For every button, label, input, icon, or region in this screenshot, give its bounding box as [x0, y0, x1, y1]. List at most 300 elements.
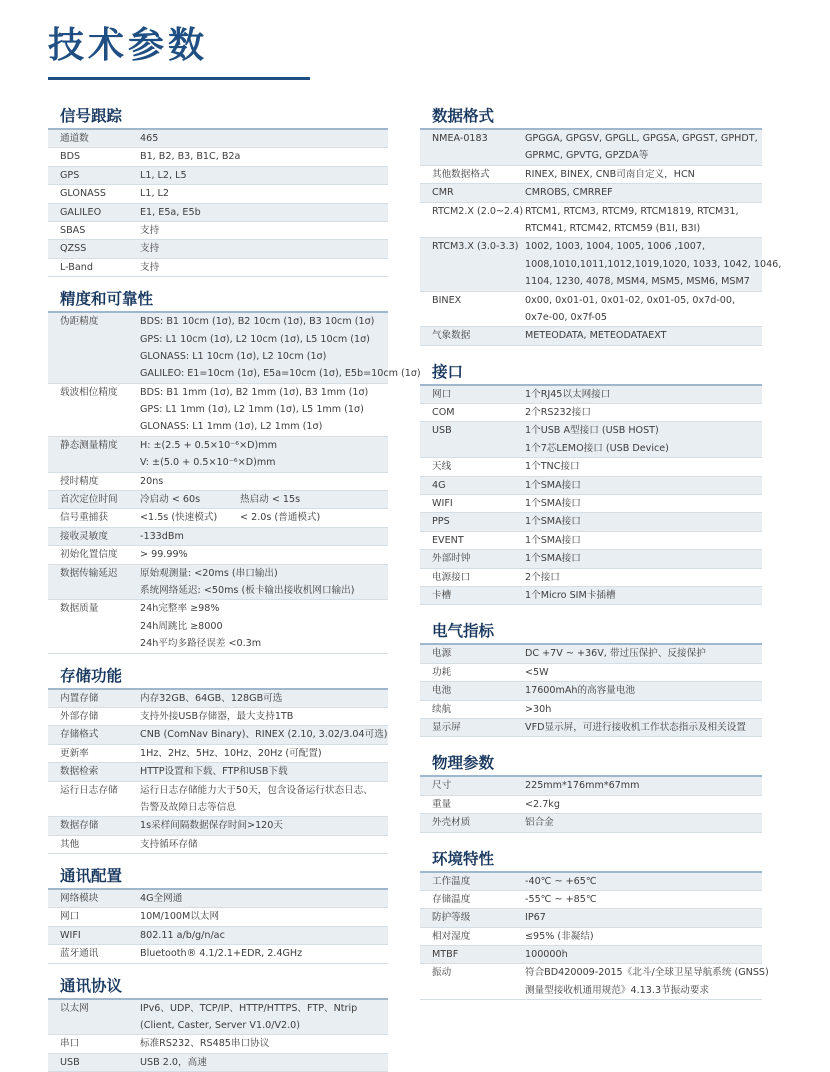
section-spacer [420, 605, 762, 615]
spec-value [140, 130, 388, 147]
spec-value [140, 437, 388, 472]
spec-row [48, 1054, 388, 1072]
spec-section [420, 356, 762, 606]
spec-label: 蓝牙通讯 [60, 948, 99, 960]
spec-value [525, 477, 762, 494]
spec-label: RTCM2.X (2.0~2.4) [432, 205, 524, 217]
spec-label: USB [60, 1056, 80, 1068]
spec-value-line: 225mm*176mm*67mm [525, 780, 640, 792]
spec-row [420, 327, 762, 345]
spec-row [48, 313, 421, 384]
spec-label: 功耗 [432, 666, 452, 678]
spec-row [420, 404, 762, 422]
spec-section [420, 747, 762, 832]
spec-value-line: HTTP设置和下载、FTP和USB下载 [140, 766, 288, 778]
spec-value-line: 1个SMA接口 [525, 498, 581, 510]
spec-value-line: 1个SMA接口 [525, 553, 581, 565]
spec-row [48, 509, 388, 527]
spec-value-line: 1Hz、2Hz、5Hz、10Hz、20Hz (可配置) [140, 747, 322, 759]
spec-value-line: 1002, 1003, 1004, 1005, 1006 ,1007, [525, 241, 706, 253]
spec-value-line: L1, L2 [140, 188, 169, 200]
spec-value-line: 10M/100M以太网 [140, 911, 220, 923]
spec-value [525, 777, 762, 794]
spec-row [420, 495, 762, 513]
spec-value-line: GPRMC, GPVTG, GPZDA等 [525, 150, 649, 162]
section-title: 接口 [420, 356, 762, 386]
spec-section [420, 843, 769, 1001]
section-title: 精度和可靠性 [48, 283, 388, 313]
spec-row [48, 600, 388, 653]
spec-value [140, 313, 421, 383]
spec-value [140, 908, 388, 925]
spec-label: BDS [60, 151, 81, 163]
page-title: 技术参数 [48, 25, 209, 66]
spec-value-line: USB 2.0，高速 [140, 1056, 207, 1068]
spec-row [420, 909, 762, 927]
spec-row [420, 587, 762, 605]
spec-value [140, 836, 388, 853]
spec-value [140, 782, 388, 817]
spec-label: SBAS [60, 224, 86, 236]
spec-value-part: < 2.0s (普通模式) [240, 512, 321, 524]
spec-value [525, 292, 762, 327]
spec-label: 串口 [60, 1038, 80, 1050]
spec-value [140, 890, 388, 907]
spec-value [140, 1000, 388, 1035]
spec-label: NMEA-0183 [432, 133, 488, 144]
spec-value [140, 708, 388, 725]
spec-value [140, 473, 388, 490]
spec-row [48, 546, 388, 564]
spec-value-line: V: ±(5.0 + 0.5×10⁻⁶×D)mm [140, 457, 276, 469]
spec-value-line: 4G全网通 [140, 893, 183, 905]
spec-value-line: RTCM1, RTCM3, RTCM9, RTCM1819, RTCM31, [525, 205, 739, 217]
spec-row [420, 664, 762, 682]
spec-value-part: <1.5s (快速模式) [140, 512, 218, 524]
spec-value-line: 24h完整率 ≥98% [140, 603, 220, 615]
spec-value [525, 166, 762, 183]
spec-row [420, 796, 762, 814]
spec-value [525, 495, 762, 512]
spec-value-line [140, 509, 388, 526]
spec-row [48, 259, 388, 277]
spec-value [140, 491, 388, 508]
spec-label: 数据传输延迟 [60, 567, 118, 579]
spec-value [525, 701, 762, 718]
spec-label: 尺寸 [432, 780, 452, 792]
spec-row [420, 458, 762, 476]
spec-section [48, 100, 388, 277]
spec-value [140, 528, 388, 545]
spec-label: GLONASS [60, 188, 106, 200]
spec-value [525, 569, 762, 586]
spec-row [420, 203, 762, 239]
spec-row [420, 569, 762, 587]
spec-value-part: 冷启动 < 60s [140, 494, 201, 506]
spec-row [420, 166, 762, 184]
spec-label: BINEX [432, 294, 462, 306]
spec-label: 续航 [432, 703, 452, 715]
spec-row [420, 550, 762, 568]
spec-value-line: 1008,1010,1011,1012,1019,1020, 1033, 1042, 1046, [525, 258, 782, 270]
spec-row [420, 645, 762, 663]
spec-value-line: 运行日志存储能力大于50天，包含设备运行状态日志、 [140, 784, 373, 796]
spec-row [48, 222, 388, 240]
spec-label: WIFI [432, 498, 453, 510]
spec-row [48, 528, 388, 546]
spec-row [48, 817, 388, 835]
spec-value-line: 2个接口 [525, 571, 560, 583]
spec-value-line: -133dBm [140, 530, 184, 542]
spec-section [420, 100, 782, 346]
spec-row [48, 763, 388, 781]
spec-label: 相对湿度 [432, 930, 471, 942]
spec-value [140, 690, 388, 707]
spec-label: 数据检索 [60, 766, 99, 778]
spec-value-line: 标准RS232、RS485串口协议 [140, 1038, 270, 1050]
spec-value [140, 167, 388, 184]
spec-label: 接收灵敏度 [60, 530, 108, 542]
spec-value-line: <5W [525, 666, 549, 678]
spec-value [525, 719, 762, 736]
spec-value [525, 386, 762, 403]
spec-row [48, 836, 388, 854]
spec-value-line: GLONASS: L1 1mm (1σ), L2 1mm (1σ) [140, 421, 323, 433]
section-spacer [420, 346, 762, 356]
spec-row [48, 437, 388, 473]
spec-label: 授时精度 [60, 475, 99, 487]
spec-value-line: DC +7V ~ +36V, 带过压保护、反接保护 [525, 648, 706, 660]
spec-row [420, 891, 762, 909]
spec-label: 4G [432, 479, 446, 491]
spec-label: 载波相位精度 [60, 386, 118, 398]
spec-label: 外部时钟 [432, 553, 471, 565]
spec-value [525, 873, 762, 890]
spec-row [48, 240, 388, 258]
spec-value [140, 817, 388, 834]
spec-label: 其他 [60, 838, 80, 850]
spec-value [525, 184, 762, 201]
spec-value-line: IP67 [525, 912, 546, 924]
spec-row [420, 130, 762, 166]
spec-label: 天线 [432, 461, 452, 473]
spec-value [140, 384, 388, 436]
spec-row [48, 185, 388, 203]
spec-label: MTBF [432, 949, 459, 961]
section-spacer [420, 737, 762, 747]
spec-label: 防护等级 [432, 912, 471, 924]
spec-row [48, 148, 388, 166]
spec-row [420, 946, 762, 964]
spec-value [525, 238, 781, 290]
spec-label: 气象数据 [432, 330, 471, 342]
spec-value [525, 946, 762, 963]
spec-row [48, 890, 388, 908]
spec-row [420, 814, 762, 832]
spec-row [48, 565, 388, 601]
section-title: 物理参数 [420, 747, 762, 777]
spec-row [420, 532, 762, 550]
spec-row [48, 384, 388, 437]
spec-value-line: 1个SMA接口 [525, 516, 581, 528]
spec-value-line: 铝合金 [525, 817, 554, 829]
spec-row [420, 292, 762, 328]
spec-row [48, 708, 388, 726]
spec-label: 网口 [60, 911, 80, 923]
spec-row [48, 1035, 388, 1053]
spec-value-line: BDS: B1 10cm (1σ), B2 10cm (1σ), B3 10cm (1σ) [140, 316, 375, 328]
spec-section [48, 860, 388, 964]
spec-value-line: CNB (ComNav Binary)、RINEX (2.10, 3.02/3.04可选) [140, 729, 388, 741]
spec-value-line: -40℃ ~ +65℃ [525, 875, 597, 887]
spec-label: 外壳材质 [432, 817, 471, 829]
spec-row [420, 513, 762, 531]
spec-value-line: 1个USB A型接口 (USB HOST) [525, 425, 659, 437]
spec-row [420, 184, 762, 202]
spec-value-line: IPv6、UDP、TCP/IP、HTTP/HTTPS、FTP、Ntrip [140, 1002, 358, 1014]
spec-section [48, 660, 388, 855]
spec-value-line: (Client, Caster, Server V1.0/V2.0) [140, 1020, 301, 1032]
spec-value [525, 130, 762, 165]
spec-label: 电源接口 [432, 571, 471, 583]
spec-row [420, 777, 762, 795]
spec-value-line: 1个TNC接口 [525, 461, 580, 473]
spec-label: RTCM3.X (3.0-3.3) [432, 241, 519, 253]
spec-value [525, 422, 762, 457]
spec-value [525, 587, 762, 604]
spec-row [420, 477, 762, 495]
spec-value-line: <2.7kg [525, 798, 560, 810]
spec-value-line: 支持 [140, 261, 160, 273]
spec-value [525, 814, 762, 831]
spec-value [525, 513, 762, 530]
spec-value-line: H: ±(2.5 + 0.5×10⁻⁶×D)mm [140, 439, 277, 451]
spec-value-line: METEODATA, METEODATAEXT [525, 330, 667, 342]
spec-value [525, 458, 762, 475]
section-title: 数据格式 [420, 100, 762, 130]
spec-value-line [140, 491, 388, 508]
spec-row [48, 945, 388, 963]
spec-label: 振动 [432, 967, 452, 979]
spec-row [48, 473, 388, 491]
spec-row [420, 422, 762, 458]
spec-label: 网口 [432, 388, 452, 400]
spec-label: 数据质量 [60, 603, 99, 615]
spec-label: 静态测量精度 [60, 439, 118, 451]
spec-section [48, 970, 388, 1072]
spec-value-line: 1s采样间隔数据保存时间>120天 [140, 820, 283, 832]
spec-value-line: 1个RJ45以太网接口 [525, 388, 611, 400]
spec-row [420, 928, 762, 946]
spec-value-line: 465 [140, 133, 159, 144]
spec-value [525, 664, 762, 681]
spec-label: 内置存储 [60, 692, 99, 704]
spec-label: 通道数 [60, 133, 89, 144]
spec-value [140, 222, 388, 239]
spec-row [48, 491, 388, 509]
spec-value-line: GPS: L1 1mm (1σ), L2 1mm (1σ), L5 1mm (1σ) [140, 404, 364, 416]
spec-value [525, 550, 762, 567]
spec-value-line: GPGGA, GPGSV, GPGLL, GPGSA, GPGST, GPHDT, [525, 133, 758, 144]
spec-label: QZSS [60, 243, 87, 255]
spec-value-line: 0x7e-00, 0x7f-05 [525, 311, 607, 323]
spec-label: GALILEO [60, 206, 102, 218]
spec-value-line: 支持 [140, 224, 160, 236]
spec-label: 首次定位时间 [60, 494, 118, 506]
spec-value [525, 964, 769, 999]
spec-label: 显示屏 [432, 721, 461, 733]
spec-value-line: ≤95% (非凝结) [525, 930, 594, 942]
spec-label: 卡槽 [432, 589, 452, 601]
spec-label: COM [432, 407, 455, 419]
spec-value [525, 327, 762, 344]
spec-label: 更新率 [60, 747, 89, 759]
spec-value [525, 796, 762, 813]
spec-value [140, 240, 388, 257]
spec-value-line: 系统网络延迟: <50ms (板卡输出接收机网口输出) [140, 584, 355, 596]
spec-value [140, 148, 388, 165]
spec-label: 以太网 [60, 1002, 89, 1014]
left-column [48, 100, 421, 1072]
spec-label: 重量 [432, 798, 452, 810]
spec-section [420, 615, 762, 737]
spec-row [420, 682, 762, 700]
spec-value [525, 909, 762, 926]
spec-label: 存储格式 [60, 729, 99, 741]
spec-value-line: 告警及故障日志等信息 [140, 801, 236, 813]
spec-value [140, 509, 388, 526]
section-title: 信号跟踪 [48, 100, 388, 130]
spec-row [48, 167, 388, 185]
spec-label: CMR [432, 187, 454, 199]
spec-value [140, 204, 388, 221]
spec-value-line: 2个RS232接口 [525, 407, 591, 419]
spec-value [140, 600, 388, 652]
spec-label: 电池 [432, 685, 452, 697]
spec-row [420, 386, 762, 404]
spec-label: L-Band [60, 261, 93, 273]
spec-value-line: GALILEO: E1=10cm (1σ), E5a=10cm (1σ), E5b=10cm (1σ) [140, 368, 421, 380]
spec-value [525, 891, 762, 908]
spec-value-line: >30h [525, 703, 552, 715]
spec-value-line: BDS: B1 1mm (1σ), B2 1mm (1σ), B3 1mm (1σ) [140, 386, 369, 398]
spec-value-line: RTCM41, RTCM42, RTCM59 (B1I, B3I) [525, 222, 701, 234]
spec-value [525, 928, 762, 945]
spec-label: EVENT [432, 534, 464, 546]
spec-row [48, 204, 388, 222]
spec-value-line: 1个SMA接口 [525, 534, 581, 546]
spec-label: 数据存储 [60, 820, 99, 832]
spec-value [525, 645, 762, 662]
spec-label: 其他数据格式 [432, 168, 490, 180]
spec-label: 初始化置信度 [60, 549, 118, 561]
spec-label: 外部存储 [60, 710, 99, 722]
spec-value [140, 945, 388, 962]
spec-value-line: 测量型接收机通用规范》4.13.3节振动要求 [525, 984, 710, 996]
spec-row [48, 745, 388, 763]
spec-value-line: 17600mAh的高容量电池 [525, 685, 636, 697]
spec-label: USB [432, 425, 452, 437]
spec-value [525, 203, 762, 238]
spec-value-line: 支持 [140, 243, 160, 255]
spec-value [525, 532, 762, 549]
spec-value-line: B1, B2, B3, B1C, B2a [140, 151, 241, 163]
spec-label: 电源 [432, 648, 452, 660]
spec-value [140, 1054, 388, 1071]
spec-row [48, 908, 388, 926]
spec-value-line: GLONASS: L1 10cm (1σ), L2 10cm (1σ) [140, 350, 327, 362]
spec-section [48, 283, 421, 653]
spec-label: PPS [432, 516, 450, 528]
section-title: 环境特性 [420, 843, 762, 873]
spec-value-line: -55℃ ~ +85℃ [525, 893, 597, 905]
spec-label: GPS [60, 169, 80, 181]
spec-value [525, 404, 762, 421]
spec-value-line: 0x00, 0x01-01, 0x01-02, 0x01-05, 0x7d-00, [525, 294, 736, 306]
spec-value-line: 1个Micro SIM卡插槽 [525, 589, 616, 601]
spec-value [140, 185, 388, 202]
spec-value [140, 726, 388, 743]
spec-value-line: CMROBS, CMRREF [525, 187, 613, 199]
spec-value-part: 热启动 < 15s [240, 494, 301, 506]
spec-value [140, 763, 388, 780]
spec-value-line: 符合BD420009-2015《北斗/全球卫星导航系统 (GNSS) [525, 967, 769, 979]
spec-label: WIFI [60, 929, 81, 941]
spec-value-line: Bluetooth® 4.1/2.1+EDR, 2.4GHz [140, 948, 303, 960]
spec-value-line: > 99.99% [140, 549, 188, 561]
spec-row [48, 927, 388, 945]
spec-value-line: L1, L2, L5 [140, 169, 187, 181]
spec-value-line: 20ns [140, 475, 164, 487]
spec-row [48, 782, 388, 818]
right-column [420, 100, 782, 1000]
section-spacer [420, 833, 762, 843]
spec-label: 存储温度 [432, 893, 471, 905]
spec-value [140, 546, 388, 563]
spec-value [140, 927, 388, 944]
spec-row [420, 701, 762, 719]
spec-label: 信号重捕获 [60, 512, 108, 524]
spec-value-line: 1个SMA接口 [525, 479, 581, 491]
spec-value-line: 支持循环存储 [140, 838, 198, 850]
spec-row [48, 130, 388, 148]
spec-value-line: 原始观测量: <20ms (串口输出) [140, 567, 278, 579]
spec-value [140, 745, 388, 762]
spec-value-line: 1104, 1230, 4078, MSM4, MSM5, MSM6, MSM7 [525, 276, 750, 288]
section-title: 电气指标 [420, 615, 762, 645]
spec-label: 伪距精度 [60, 316, 99, 328]
spec-value-line: 1个7芯LEMO接口 (USB Device) [525, 442, 669, 454]
spec-label: 网络模块 [60, 893, 99, 905]
title-underline [48, 77, 310, 80]
spec-value-line: VFD显示屏，可进行接收机工作状态指示及相关设置 [525, 721, 746, 733]
spec-value-line: 24h周跳比 ≥8000 [140, 620, 223, 632]
spec-row [420, 873, 762, 891]
spec-value [140, 259, 388, 276]
spec-value-line: E1, E5a, E5b [140, 206, 201, 218]
spec-value-line: 支持外接USB存储器，最大支持1TB [140, 710, 294, 722]
spec-row [420, 964, 769, 1000]
spec-label: 运行日志存储 [60, 784, 118, 796]
spec-row [420, 719, 762, 737]
spec-label: 工作温度 [432, 875, 471, 887]
spec-value-line: 内存32GB、64GB、128GB可选 [140, 692, 283, 704]
spec-row [48, 690, 388, 708]
spec-value-line: 24h平均多路径误差 <0.3m [140, 638, 262, 650]
spec-value [140, 565, 388, 600]
spec-value-line: RINEX, BINEX, CNB司南自定义，HCN [525, 168, 695, 180]
spec-row [48, 726, 388, 744]
